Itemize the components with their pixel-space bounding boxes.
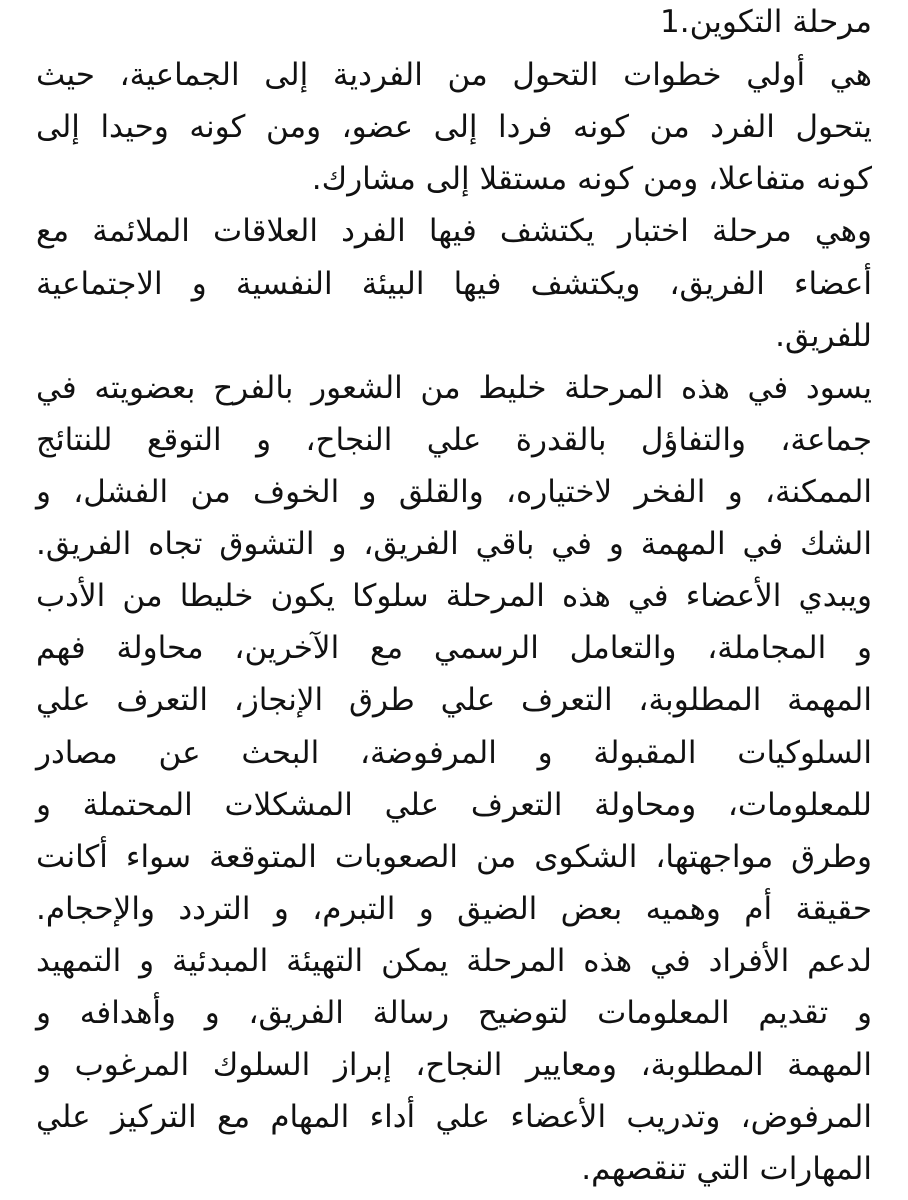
text-line: المهمة المطلوبة، التعرف علي طرق الإنجاز، التعرف علي bbox=[36, 682, 872, 718]
text-line: السلوكيات المقبولة و المرفوضة، البحث عن مصادر bbox=[36, 735, 872, 771]
text-line: المرفوض، وتدريب الأعضاء علي أداء المهام مع التركيز علي bbox=[36, 1099, 872, 1135]
text-line: و تقديم المعلومات لتوضيح رسالة الفريق، و وأهدافه و bbox=[36, 995, 872, 1031]
text-line: المهارات التي تنقصهم. bbox=[581, 1151, 872, 1187]
text-line: الشك في المهمة و في باقي الفريق، و التشوق تجاه الفريق. bbox=[36, 526, 872, 562]
text-line: حقيقة أم وهميه بعض الضيق و التبرم، و التردد والإحجام. bbox=[36, 891, 872, 927]
text-line: أعضاء الفريق، ويكتشف فيها البيئة النفسية و الاجتماعية bbox=[36, 266, 872, 302]
text-line: جماعة، والتفاؤل بالقدرة علي النجاح، و التوقع للنتائج bbox=[36, 422, 872, 458]
text-line: هي أولي خطوات التحول من الفردية إلى الجماعية، حيث bbox=[36, 57, 872, 93]
text-line: وطرق مواجهتها، الشكوى من الصعوبات المتوقعة سواء أكانت bbox=[36, 839, 872, 875]
text-line: يسود في هذه المرحلة خليط من الشعور بالفرح بعضويته في bbox=[36, 370, 872, 406]
text-line: ويبدي الأعضاء في هذه المرحلة سلوكا يكون خليطا من الأدب bbox=[36, 578, 872, 614]
text-line: كونه متفاعلا، ومن كونه مستقلا إلى مشارك. bbox=[311, 161, 872, 197]
text-line: و المجاملة، والتعامل الرسمي مع الآخرين، محاولة فهم bbox=[36, 630, 872, 666]
text-line: المهمة المطلوبة، ومعايير النجاح، إبراز السلوك المرغوب و bbox=[36, 1047, 872, 1083]
text-line: للمعلومات، ومحاولة التعرف علي المشكلات المحتملة و bbox=[36, 787, 872, 823]
text-line: الممكنة، و الفخر لاختياره، والقلق و الخوف من الفشل، و bbox=[36, 474, 872, 510]
text-line: لدعم الأفراد في هذه المرحلة يمكن التهيئة المبدئية و التمهيد bbox=[36, 943, 872, 979]
section-heading: 1.مرحلة التكوين bbox=[660, 4, 872, 40]
text-line: يتحول الفرد من كونه فردا إلى عضو، ومن كونه وحيدا إلى bbox=[36, 109, 872, 145]
text-line: للفريق. bbox=[775, 318, 872, 354]
text-line: وهي مرحلة اختبار يكتشف فيها الفرد العلاقات الملائمة مع bbox=[36, 213, 872, 249]
